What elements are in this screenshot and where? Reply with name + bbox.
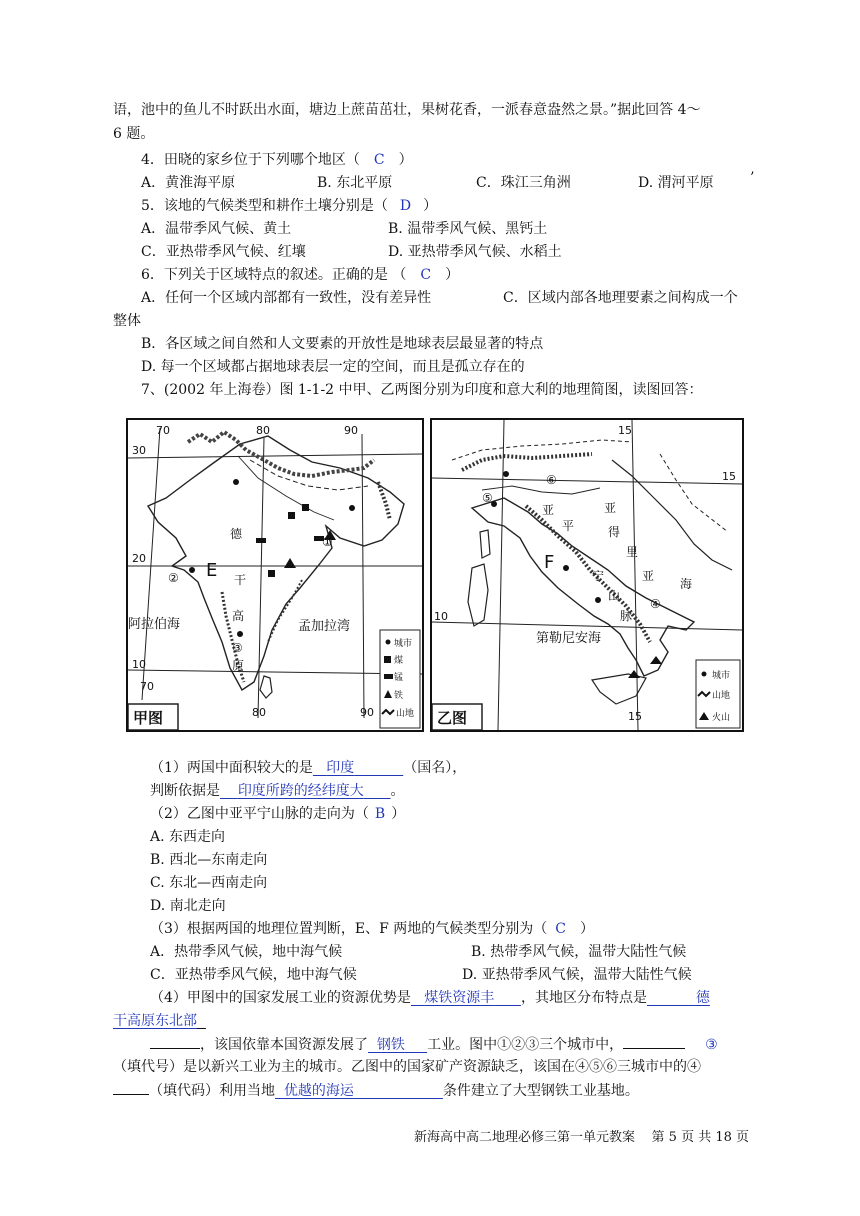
q7-sub1-text3: 判断依据是 <box>150 783 220 799</box>
italy-city-naples <box>595 597 601 603</box>
italy-range-char-4: 山 <box>608 589 621 603</box>
q7-sub1-text1: （1）两国中面积较大的是 <box>150 760 313 776</box>
india-city-2-label: ② <box>168 571 179 585</box>
q7-sub2-option-b: B. 西北—东南走向 <box>150 852 268 868</box>
italy-meridian-west <box>498 420 504 730</box>
india-legend <box>380 630 420 728</box>
q5-option-c: C．亚热带季风气候、红壤 <box>141 244 306 260</box>
q7-sub2-close: ） <box>391 806 406 822</box>
italy-parallel-45 <box>432 478 742 484</box>
q7-sub4-answer2a-text: 德 <box>695 990 710 1006</box>
footer-title: 新海高中高二地理必修三第一单元教案 <box>414 1130 636 1145</box>
q6-option-d: D. 每一个区域都占据地球表层一定的空间，而且是孤立存在的 <box>141 359 525 375</box>
q4-option-a: A．黄淮海平原 <box>141 175 236 191</box>
india-map <box>126 418 424 732</box>
india-city-1-label: ① <box>322 535 333 549</box>
india-coal-mark-3 <box>268 570 275 577</box>
italy-legend <box>696 660 740 728</box>
india-iron-mark-1 <box>284 558 296 568</box>
sardinia <box>468 564 488 626</box>
india-manganese-mark-1 <box>256 538 266 543</box>
italy-volcano-1 <box>650 656 662 664</box>
india-himalaya <box>188 432 374 476</box>
q5-close: ） <box>423 198 438 214</box>
italy-range-char-2: 平 <box>562 519 575 533</box>
q7-sub1-answer2-text: 印度所跨的经纬度大 <box>237 783 364 799</box>
q4-answer: C <box>373 152 385 168</box>
q7-sub4-lead-blank <box>150 1034 200 1049</box>
q5-option-a: A．温带季风气候、黄土 <box>141 221 292 237</box>
india-plateau-char-3: 高 <box>232 609 245 623</box>
q5-option-d: D. 亚热带季风气候、水稻土 <box>388 244 562 260</box>
q7-sub3-option-b: B. 热带季风气候，温带大陆性气候 <box>471 944 687 960</box>
italy-range-char-1: 亚 <box>542 503 555 517</box>
india-lat-10: 10 <box>132 658 146 671</box>
q7-sub4-line5 <box>113 1080 639 1101</box>
italy-city-milan <box>503 471 509 477</box>
india-lat-30: 30 <box>132 444 146 457</box>
india-coastline <box>148 436 404 690</box>
q4-option-d: D. 渭河平原 <box>638 175 714 191</box>
india-parallel-10 <box>128 670 422 674</box>
q7-sub4-line4: （填代号）是以新兴工业为主的城市。乙图中的国家矿产资源缺乏，该国在④⑤⑥三城市中的④ <box>113 1059 701 1075</box>
q7-sub2-stem-text: （2）乙图中亚平宁山脉的走向为（ <box>150 806 369 822</box>
india-legend-manganese: 锰 <box>394 673 404 683</box>
india-sea-arabian: 阿拉伯海 <box>128 617 181 632</box>
italy-borders-east <box>660 454 728 532</box>
india-lon-70-bottom: 70 <box>140 680 154 693</box>
italy-city-rome <box>563 565 569 571</box>
q6-stem-text: 6．下列关于区域特点的叙述。正确的是 （ <box>141 267 407 283</box>
q4-option-c: C．珠江三角洲 <box>476 175 571 191</box>
q7-sub4-line1 <box>150 988 710 1008</box>
footer-page-number: 第 5 页 共 18 页 <box>651 1130 750 1145</box>
q7-sub1-answer1 <box>313 760 403 776</box>
q7-sub1-answer1-text: 印度 <box>326 760 355 776</box>
q4-option-b: B. 东北平原 <box>317 175 393 191</box>
q4-stray-mark: ’ <box>750 170 755 186</box>
q7-sub1-answer2 <box>220 783 391 799</box>
q7-sub4-text3: ，该国依靠本国资源发展了 <box>200 1037 368 1053</box>
q4-close: ） <box>398 152 413 168</box>
italy-po-river <box>482 486 600 494</box>
italy-lat-10: 10 <box>434 610 448 623</box>
italy-sea-char-5: 海 <box>680 577 693 591</box>
q7-sub4-answer1-text: 煤铁资源丰 <box>424 990 495 1006</box>
corsica <box>480 530 490 558</box>
india-map-svg <box>128 420 422 730</box>
q7-sub4-answer1 <box>411 990 521 1006</box>
q7-sub3-answer: C <box>555 921 567 937</box>
india-city-3-label: ③ <box>232 641 243 655</box>
india-plateau-char-2: 干 <box>234 573 247 587</box>
italy-city-5-label: ⑤ <box>482 491 493 505</box>
q4-stem <box>141 150 413 170</box>
italy-border-dashed <box>452 440 632 460</box>
india-coal-mark-2 <box>302 504 309 511</box>
q7-sub2-stem <box>150 804 405 824</box>
q7-sub4-answer4: ③ <box>705 1037 718 1053</box>
india-coal-mark-1 <box>288 512 295 519</box>
q7-sub4-blank-cities <box>623 1034 685 1049</box>
italy-alps <box>462 454 592 470</box>
india-region-e: E <box>206 560 218 581</box>
italy-legend-mountain: 山地 <box>712 691 731 701</box>
q7-stem: 7、(2002 年上海卷）图 1-1-2 中甲、乙两图分别为印度和意大利的地理简图，读图回答： <box>141 382 703 398</box>
india-lon-90-bottom: 90 <box>360 706 374 719</box>
q7-sub4-text6: （填代码）利用当地 <box>149 1083 275 1099</box>
italy-legend-volcano: 火山 <box>712 713 731 723</box>
italy-caption: 乙图 <box>437 709 468 727</box>
italy-legend-city: 城市 <box>712 671 731 681</box>
india-ghats-east <box>268 580 302 642</box>
italy-sea-tyrrhenian: 第勒尼安海 <box>536 631 602 646</box>
india-legend-mountain: 山地 <box>396 709 415 719</box>
q7-sub1-line1 <box>150 758 466 778</box>
india-plateau-char-4: 原 <box>232 659 245 673</box>
italy-sea-char-2: 得 <box>608 525 621 539</box>
italy-lon-15-bottom: 15 <box>628 710 642 723</box>
india-lat-20: 20 <box>132 552 146 565</box>
q5-stem-text: 5．该地的气候类型和耕作土壤分别是（ <box>141 198 388 214</box>
q7-sub3-option-d: D. 亚热带季风气候，温带大陆性气候 <box>462 967 692 983</box>
q7-sub3-option-a: A．热带季风气候，地中海气候 <box>150 944 343 960</box>
q7-sub4-line3 <box>150 1034 718 1055</box>
italy-range-char-3: 宁 <box>592 569 605 583</box>
india-lon-70-top: 70 <box>156 424 170 437</box>
india-caption: 甲图 <box>133 709 164 727</box>
q7-sub4-text4: 工业。图中①②③三个城市中， <box>427 1037 624 1053</box>
page-footer <box>414 1126 749 1145</box>
q6-close: ） <box>445 267 460 283</box>
italy-sea-char-4: 亚 <box>642 569 655 583</box>
india-city-delhi <box>233 479 239 485</box>
india-parallel-30 <box>128 454 422 458</box>
q7-sub4-line2 <box>113 1011 206 1031</box>
q7-sub4-text1: （4）甲图中的国家发展工业的资源优势是 <box>150 990 411 1006</box>
q6-stem <box>141 265 459 285</box>
italy-city-6-label: ⑥ <box>546 473 557 487</box>
q7-sub4-text2: ，其地区分布特点是 <box>520 990 647 1006</box>
q7-sub2-option-c: C. 东北—西南走向 <box>150 875 268 891</box>
italy-map <box>430 418 744 732</box>
q7-sub1-text2: （国名）， <box>403 760 467 776</box>
q7-sub4-answer3 <box>368 1037 427 1053</box>
q5-answer: D <box>399 198 412 214</box>
india-city-mumbai <box>189 567 195 573</box>
italy-coastline <box>472 498 694 676</box>
q7-sub1-text4: 。 <box>390 783 405 799</box>
india-city-bangalore <box>237 631 243 637</box>
q7-sub2-option-a: A. 东西走向 <box>150 829 226 845</box>
italy-map-svg <box>432 420 742 730</box>
q7-sub4-answer2a <box>647 990 710 1006</box>
q7-sub1-line2 <box>150 781 405 801</box>
q7-sub2-option-d: D. 南北走向 <box>150 898 226 914</box>
intro-line-2: 6 题。 <box>113 126 155 142</box>
italy-city-4-label: ④ <box>650 597 661 611</box>
q6-option-a: A．任何一个区域内部都有一致性，没有差异性 <box>141 290 432 306</box>
india-lon-80-top: 80 <box>256 424 270 437</box>
intro-line-1: 语，池中的鱼儿不时跃出水面，塘边上蔗苗茁壮，果树花香，一派春意盎然之景。”据此回答 4～ <box>113 102 701 118</box>
india-legend-city: 城市 <box>394 639 413 649</box>
q7-sub4-answer5-text: 优越的海运 <box>283 1083 354 1099</box>
italy-range-char-5: 脉 <box>620 609 633 623</box>
q7-sub4-answer2b: 干高原东北部 <box>113 1013 197 1029</box>
q7-sub4-blank-code <box>113 1080 149 1095</box>
q4-stem-text: 4．田晓的家乡位于下列哪个地区（ <box>141 152 360 168</box>
sri-lanka <box>260 676 272 698</box>
italy-region-f: F <box>544 552 555 573</box>
q7-sub3-stem <box>150 919 594 939</box>
italy-lat-15: 15 <box>722 470 736 483</box>
q6-answer: C <box>420 267 432 283</box>
italy-sea-char-3: 里 <box>626 545 639 559</box>
q7-sub2-answer: B <box>374 806 386 822</box>
q7-sub4-text7: 条件建立了大型钢铁工业基地。 <box>442 1083 639 1099</box>
india-legend-iron: 铁 <box>394 691 404 701</box>
india-city-kolkata <box>349 505 355 511</box>
q7-sub4-answer3-text: 钢铁 <box>376 1037 405 1053</box>
q6-option-c-part1: C．区域内部各地理要素之间构成一个 <box>503 290 738 306</box>
italy-lon-15-top: 15 <box>618 424 632 437</box>
india-legend-coal: 煤 <box>394 656 404 666</box>
italy-meridian-15 <box>632 420 638 730</box>
q5-stem <box>141 196 437 216</box>
q6-option-b: B．各区域之间自然和人文要素的开放性是地球表层最显著的特点 <box>141 336 544 352</box>
india-plateau-char-1: 德 <box>230 527 243 541</box>
italy-sea-char-1: 亚 <box>604 501 617 515</box>
q7-sub3-close: ） <box>580 921 595 937</box>
q7-sub4-answer5 <box>275 1083 443 1099</box>
india-lon-80-bottom: 80 <box>252 706 266 719</box>
india-lon-90-top: 90 <box>344 424 358 437</box>
q7-sub3-stem-text: （3）根据两国的地理位置判断，E、F 两地的气候类型分别为（ <box>150 921 548 937</box>
q7-sub3-option-c: C．亚热带季风气候，地中海气候 <box>150 967 357 983</box>
q6-option-c-part2: 整体 <box>113 313 141 329</box>
q5-option-b: B. 温带季风气候、黑钙土 <box>388 221 548 237</box>
india-sea-bengal: 孟加拉湾 <box>298 619 351 634</box>
